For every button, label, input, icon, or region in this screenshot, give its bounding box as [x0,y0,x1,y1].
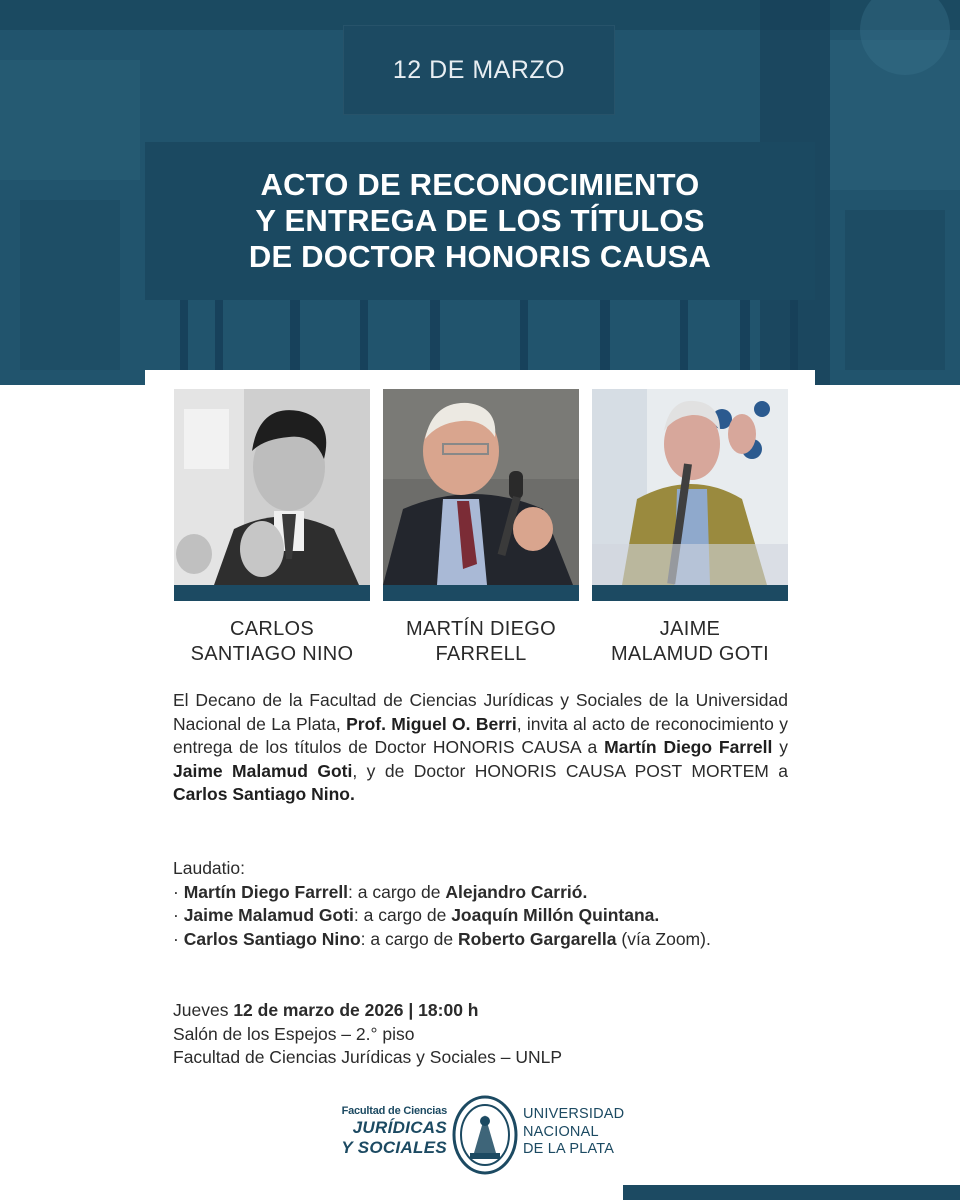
laudatio-text: : a cargo de [360,928,458,949]
name-line: SANTIAGO NINO [190,643,354,665]
faculty-logo-big: Y SOCIALES [341,1138,447,1157]
laudatio-item [173,928,788,952]
event-date-label: 12 DE MARZO [343,25,615,115]
event-room: Salón de los Espejos – 2.° piso [173,1023,415,1044]
honoree-bold: Carlos Santiago Nino. [173,784,355,804]
faculty-logo-big: JURÍDICAS [352,1118,447,1137]
title-line: DE DOCTOR HONORIS CAUSA [248,239,712,274]
honoree-bold: Carlos Santiago Nino [183,928,361,949]
title-line: Y ENTREGA DE LOS TÍTULOS [255,203,705,238]
speaker-name: Roberto Gargarella [457,928,617,949]
photo-caption-bar [383,585,579,601]
laudatio-item [173,904,788,928]
honoree-name-farrell [376,617,586,667]
university-line: DE LA PLATA [523,1141,615,1157]
university-line: NACIONAL [523,1123,599,1140]
invitation-text: , y de Doctor HONORIS CAUSA POST MORTEM a [352,760,788,781]
name-line: CARLOS [229,618,315,640]
invitation-text: El Decano de la Facultad de Ciencias Jurídicas y Sociales de la Universidad Nacional de La Plata, [173,690,788,734]
name-line: MARTÍN DIEGO [406,618,556,640]
laudatio-text: : a cargo de [353,905,452,925]
invitation-text: , invita al acto de reconocimiento y entrega de los títulos de Doctor HONORIS CAUSA a [173,713,788,757]
honoree-photo-malamud [592,389,788,601]
honoree-name-nino [167,617,377,667]
invitation-paragraph [173,689,788,807]
honoree-bold: Jaime Malamud Goti [183,905,354,925]
university-seal-icon [452,1095,518,1175]
event-details [173,999,788,1070]
event-day: Jueves [173,1000,234,1020]
bullet: · [173,905,184,925]
honoree-bold: Jaime Malamud Goti [173,760,353,781]
speaker-name: Joaquín Millón Quintana. [451,905,660,925]
laudatio-tail: (vía Zoom). [616,928,711,949]
faculty-logo-small: Facultad de Ciencias [341,1105,447,1117]
laudatio-heading: Laudatio: [173,858,246,878]
bullet: · [173,928,184,949]
title-line: ACTO DE RECONOCIMIENTO [260,167,700,202]
portrait-image [592,389,788,585]
laudatio-section [173,857,788,951]
photo-caption-bar [592,585,788,601]
honoree-bold: Martín Diego Farrell [604,737,773,757]
faculty-logo [337,1105,447,1158]
bullet: · [173,881,184,902]
laudatio-item [173,881,788,905]
photo-caption-bar [174,585,370,601]
invitation-text: y [772,737,788,757]
portrait-image [383,389,579,585]
name-line: MALAMUD GOTI [610,643,770,665]
event-place: Facultad de Ciencias Jurídicas y Sociales – UNLP [173,1047,563,1067]
university-logo-text [523,1106,624,1159]
event-title [145,142,815,300]
honoree-name-malamud [585,617,795,667]
honoree-photo-farrell [383,389,579,601]
dean-name: Prof. Miguel O. Berri [346,713,517,734]
honoree-photo-nino [174,389,370,601]
name-line: FARRELL [435,643,527,665]
hero-banner [0,0,960,385]
footer-accent-bar [623,1185,960,1200]
laudatio-text: : a cargo de [348,881,446,902]
honoree-bold: Martín Diego Farrell [183,881,349,902]
portrait-image [174,389,370,585]
university-line: UNIVERSIDAD [523,1106,625,1122]
event-datetime [173,999,788,1023]
speaker-name: Alejandro Carrió. [445,881,588,902]
event-date-time: 12 de marzo de 2026 | 18:00 h [233,1000,479,1020]
name-line: JAIME [659,618,721,640]
